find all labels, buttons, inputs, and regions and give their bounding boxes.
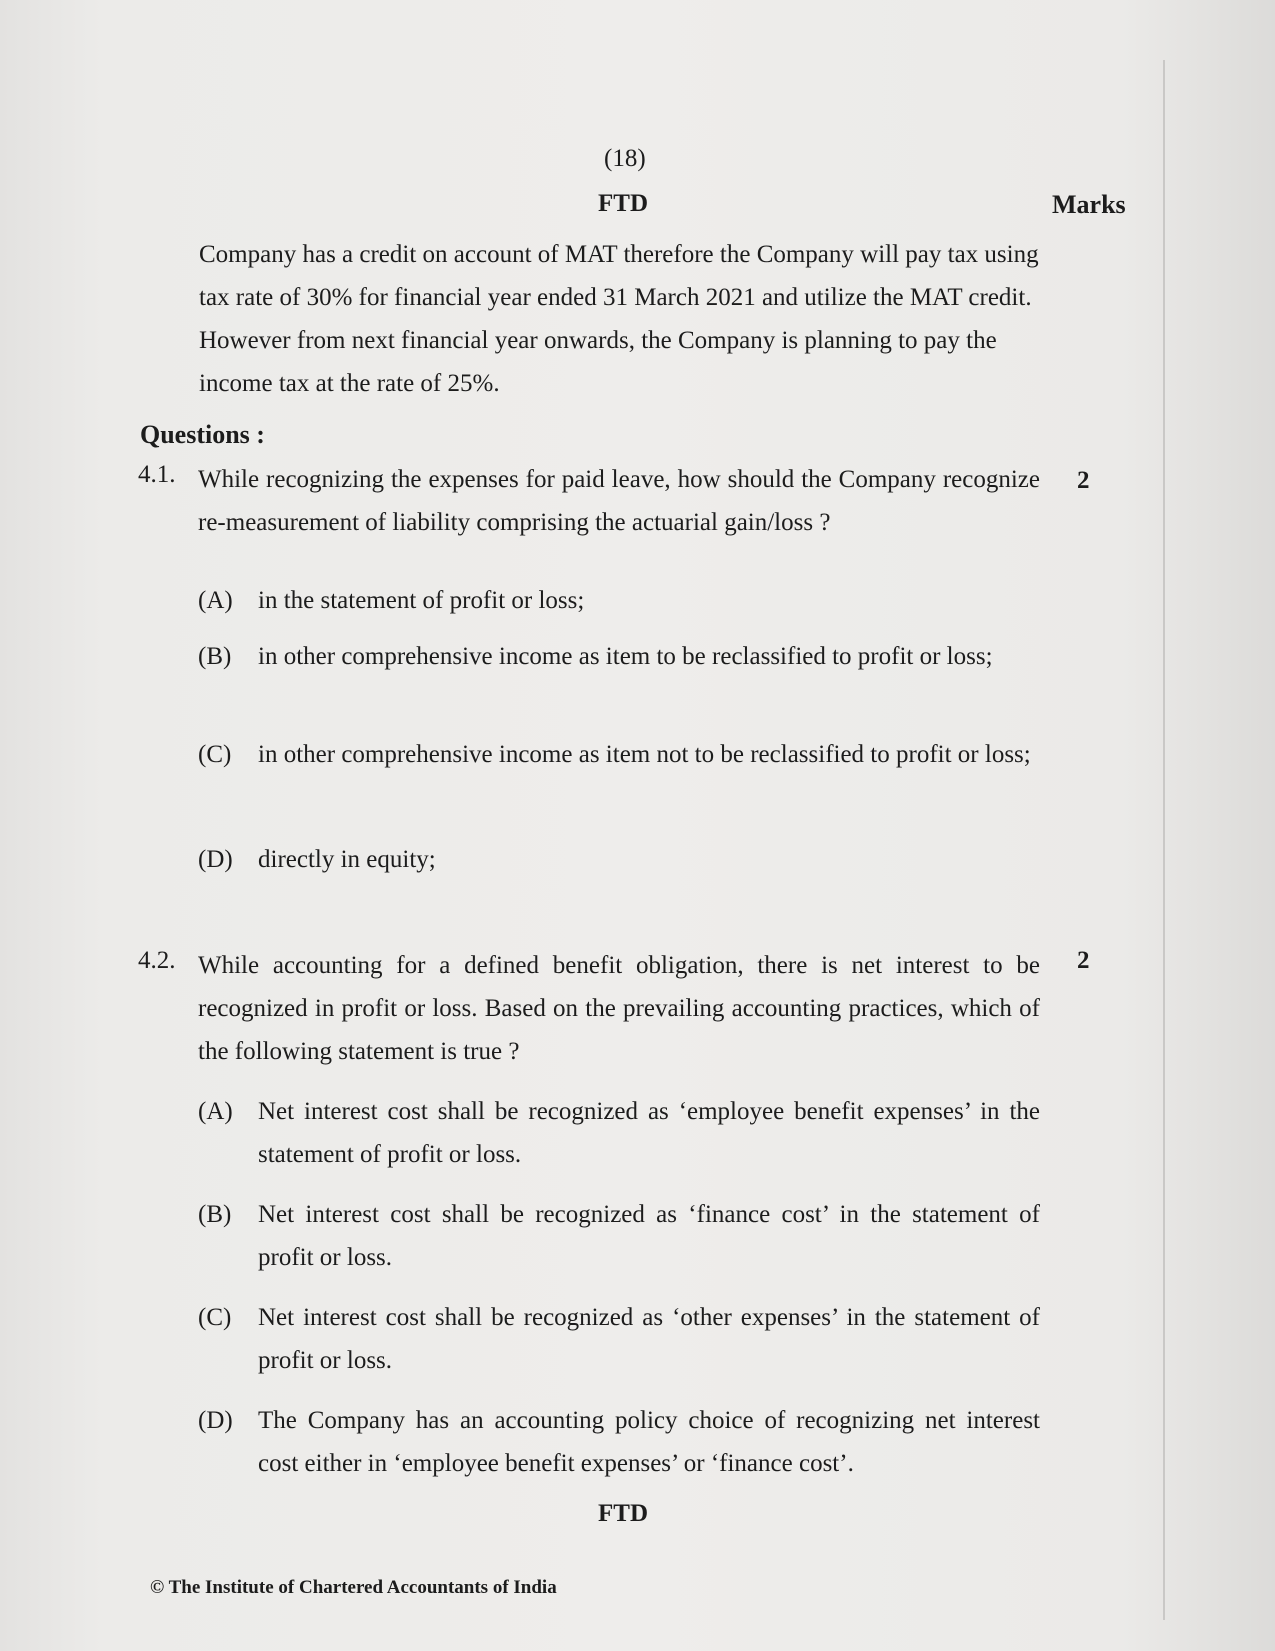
case-intro-paragraph: Company has a credit on account of MAT therefore the Company will pay tax using tax rate of 30% for financial year ended 31 March 2021 and utilize the MAT credit. However from next financial year onwards, the Company is planning to pay the income tax at the rate of 25%. <box>199 241 1039 397</box>
option-item <box>198 583 1040 619</box>
option-label: (D) <box>198 1407 233 1434</box>
option-label: (A) <box>198 587 233 614</box>
option-item <box>198 737 1040 773</box>
option-label: (C) <box>198 1304 232 1331</box>
option-item <box>198 1399 1040 1485</box>
option-text: Net interest cost shall be recognized as ‘finance cost’ in the statement of profit or loss. <box>258 1201 1040 1271</box>
copyright-notice: © The Institute of Chartered Accountants of India <box>150 1577 557 1598</box>
questions-heading: Questions : <box>140 420 265 449</box>
paper-code-header: FTD <box>598 190 648 217</box>
option-label: (B) <box>198 643 232 670</box>
option-label: (A) <box>198 1098 233 1125</box>
option-item <box>198 1296 1040 1382</box>
option-label: (C) <box>198 741 232 768</box>
question-text: While recognizing the expenses for paid leave, how should the Company recognize re-measurement of liability comprising the actuarial gain/loss ? <box>198 466 1040 536</box>
option-item <box>198 1090 1040 1176</box>
option-text: in the statement of profit or loss; <box>258 587 585 614</box>
option-label: (B) <box>198 1201 232 1228</box>
page-number: (18) <box>604 145 646 172</box>
marks-column-heading: Marks <box>1052 190 1126 219</box>
option-text: Net interest cost shall be recognized as ‘other expenses’ in the statement of profit or loss. <box>258 1304 1040 1374</box>
question-text: While accounting for a defined benefit obligation, there is net interest to be recognized in profit or loss. Based on the prevailing accounting practices, which of the following statement is true ? <box>198 952 1040 1065</box>
page-edge-shadow <box>1163 60 1165 1620</box>
question-number: 4.1. <box>138 461 176 488</box>
option-text: The Company has an accounting policy choice of recognizing net interest cost either in ‘employee benefit expenses’ or ‘finance cost’. <box>258 1407 1040 1477</box>
question-number: 4.2. <box>138 947 176 974</box>
question-marks: 2 <box>1077 947 1090 974</box>
option-text: in other comprehensive income as item not to be reclassified to profit or loss; <box>258 741 1031 768</box>
option-text: Net interest cost shall be recognized as ‘employee benefit expenses’ in the statement of profit or loss. <box>258 1098 1040 1168</box>
question-marks: 2 <box>1077 467 1090 494</box>
option-item <box>198 842 1040 878</box>
paper-code-footer: FTD <box>598 1500 648 1527</box>
option-label: (D) <box>198 846 233 873</box>
option-item <box>198 1193 1040 1279</box>
option-text: directly in equity; <box>258 846 436 873</box>
option-item <box>198 639 1040 675</box>
option-text: in other comprehensive income as item to be reclassified to profit or loss; <box>258 643 993 670</box>
